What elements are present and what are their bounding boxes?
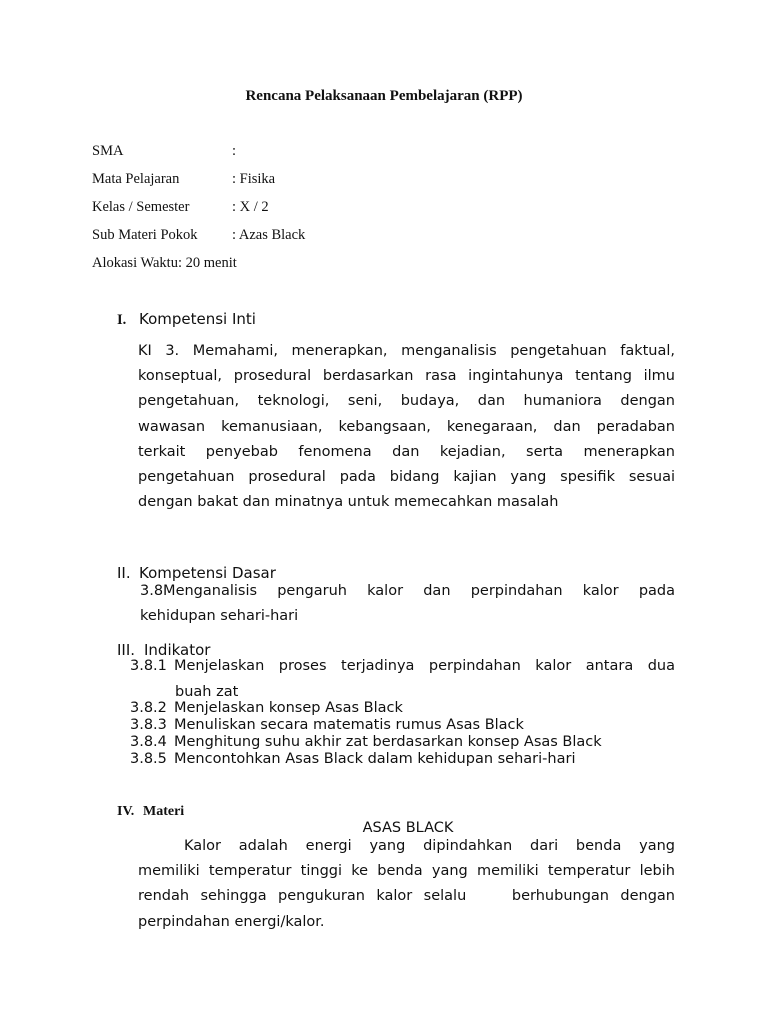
paragraph-line: KI 3. Memahami, menerapkan, menganalisis pengetahuan faktual, [138,343,675,359]
identity-label: Kelas / Semester [92,199,190,215]
section-number: II. [117,564,131,582]
indikator-text: Menjelaskan konsep Asas Black [174,700,403,716]
section-title: Kompetensi Dasar [139,564,276,582]
section-title: Kompetensi Inti [139,310,256,328]
section-title: Indikator [144,641,211,659]
identity-label: Sub Materi Pokok [92,227,198,243]
indikator-item [130,751,575,767]
alokasi-waktu: Alokasi Waktu: 20 menit [92,255,237,271]
paragraph-line: 3.8Menganalisis pengaruh kalor dan perpindahan kalor pada [140,583,675,599]
paragraph-line: perpindahan energi/kalor. [138,913,325,930]
indikator-number: 3.8.4 [130,734,167,750]
section-title: Materi [143,804,185,819]
section-number: IV. [117,804,135,819]
materi-subtitle: ASAS BLACK [362,820,454,836]
document-title: Rencana Pelaksanaan Pembelajaran (RPP) [245,88,523,104]
paragraph-line: dengan bakat dan minatnya untuk memecahkan masalah [138,494,559,511]
indikator-text: Mencontohkan Asas Black dalam kehidupan sehari-hari [174,751,576,767]
indikator-number: 3.8.2 [130,700,167,716]
indikator-continuation: buah zat [175,684,239,700]
identity-label: Mata Pelajaran [92,171,180,187]
section-1-heading [117,310,256,329]
paragraph-line: pengetahuan, teknologi, seni, budaya, dan humaniora dengan [138,393,675,410]
section-number: I. [117,312,127,328]
identity-value: : Fisika [232,171,276,187]
section-4-heading [117,804,184,820]
kompetensi-dasar-paragraph [140,579,675,629]
indikator-number: 3.8.5 [130,751,167,767]
indikator-item [130,734,602,750]
paragraph-line: Kalor adalah energi yang dipindahkan dari benda yang [184,838,675,854]
indikator-number: 3.8.1 [130,658,167,674]
identity-label: SMA [92,143,124,159]
indikator-item [130,700,403,716]
indikator-text: Menghitung suhu akhir zat berdasarkan konsep Asas Black [174,734,602,750]
identity-value: : [232,143,237,159]
section-number: III. [117,641,136,659]
indikator-text: Menuliskan secara matematis rumus Asas Black [174,717,524,733]
indikator-number: 3.8.3 [130,717,167,733]
paragraph-line: terkait penyebab fenomena dan kejadian, serta menerapkan [138,443,675,460]
paragraph-line: wawasan kemanusiaan, kebangsaan, kenegaraan, dan peradaban [138,418,675,435]
paragraph-line: kehidupan sehari-hari [140,608,299,625]
paragraph-line: memiliki temperatur tinggi ke benda yang memiliki temperatur lebih [138,863,675,880]
materi-paragraph [138,834,675,935]
section-3-heading [117,641,210,659]
paragraph-line: konseptual, prosedural berdasarkan rasa ingintahunya tentang ilmu [138,368,675,385]
indikator-item [130,658,675,674]
identity-value: : Azas Black [232,227,306,243]
kompetensi-inti-paragraph [138,339,675,515]
indikator-item [130,717,524,733]
paragraph-line: pengetahuan prosedural pada bidang kajian yang spesifik sesuai [138,469,675,486]
identity-value: : X / 2 [232,199,269,215]
paragraph-line: rendah sehingga pengukuran kalor selalu berhubungan dengan [138,888,675,905]
indikator-text: Menjelaskan proses terjadinya perpindahan kalor antara dua [174,658,675,674]
